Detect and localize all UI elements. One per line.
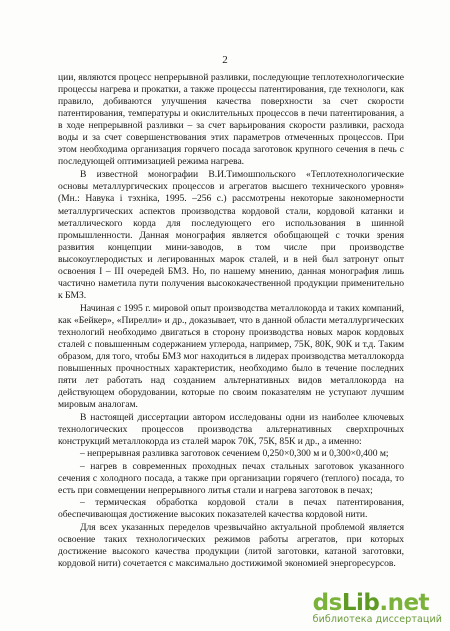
list-item-heat-treatment: – термическая обработка кордовой стали в печах патентирования, обеспечивающая достижение высоких показателей качества кордовой нити.	[58, 496, 404, 520]
list-item-casting: – непрерывная разливка заготовок сечением 0,250×0,300 м и 0,300×0,400 м;	[80, 448, 389, 460]
dslib-logo	[313, 590, 429, 616]
paragraph-2: В известной монографии В.И.Тимошпольского «Теплотехнологические основы металлургических процессов и агрегатов высшего технического уровня» (Мн.: Навука і тэхніка, 1995. –256 с.) рассмотрены некоторые закономерности металлургических аспектов производства кордовой стали, кордовой катанки и металлического корда для последующего его использования в шинной промышленности. Данная монография является обобщающей с точки зрения развития концепции мини-заводов, в том числе при производстве высокоуглеродистых и легированных марок сталей, и в ней был затронут опыт освоения I – III очередей БМЗ. Но, по нашему мнению, данная монография лишь частично наметила пути получения высококачественной продукции применительно к БМЗ.	[58, 169, 404, 301]
logo-lib: Lib	[341, 590, 380, 616]
paragraph-1: ции, являются процесс непрерывной разливки, последующие теплотехнологические процессы нагрева и прокатки, а также процессы патентирования, где технологи, как правило, добиваются улучшения качества поверхности за счет скорости патентирования, температуры и окислительных процессов в печи патентирования, а в ходе непрерывной разливки – за счет варьирования скорости разливки, расхода воды и за счет совершенствования этих параметров отмеченных процессов. При этом необходима организация горячего посада заготовок крупного сечения в печь с последующей оптимизацией режима нагрева.	[58, 72, 404, 168]
watermark-subtitle: библиотека диссертаций	[312, 614, 442, 625]
paragraph-3: Начиная с 1995 г. мировой опыт производства металлокорда и таких компаний, как «Бейкер», «Пирелли» и др., доказывает, что в данной области металлургических технологий необходимо двигаться в сторону производства новых марок кордовых сталей с повышенным содержанием углерода, например, 75К, 80К, 90К и т.д. Таким образом, для того, чтобы БМЗ мог находиться в лидерах производства металлокорда повышенных прочностных характеристик, необходимо было в течение последних пяти лет работать над созданием альтернативных видов металлокорда на действующем оборудовании, которые по своим показателям не уступают лучшим мировым аналогам.	[58, 302, 404, 411]
logo-ds: ds	[312, 590, 342, 616]
body-text	[58, 72, 404, 570]
paragraph-5: Для всех указанных переделов чрезвычайно актуальной проблемой является освоение таких технологических режимов работы агрегатов, при которых достижение высокого качества продукции (литой заготовки, катаной заготовки, кордовой нити) сочетается с максимально достижимой экономией энергоресурсов.	[58, 521, 404, 569]
page-number: 2	[222, 54, 228, 66]
logo-net: .net	[379, 590, 430, 616]
dslib-watermark	[313, 590, 442, 625]
paragraph-4: В настоящей диссертации автором исследованы одни из наиболее ключевых технологических процессов производства альтернативных сверхпрочных конструкций металлокорда из сталей марок 70К, 75К, 85К и др., а именно:	[58, 412, 404, 448]
list-item-heating: – нагрев в современных проходных печах стальных заготовок указанного сечения с холодного посада, а также при организации горячего (теплого) посада, то есть при совмещении непрерывного литья стали и нагрева заготовок в печах;	[58, 460, 404, 496]
